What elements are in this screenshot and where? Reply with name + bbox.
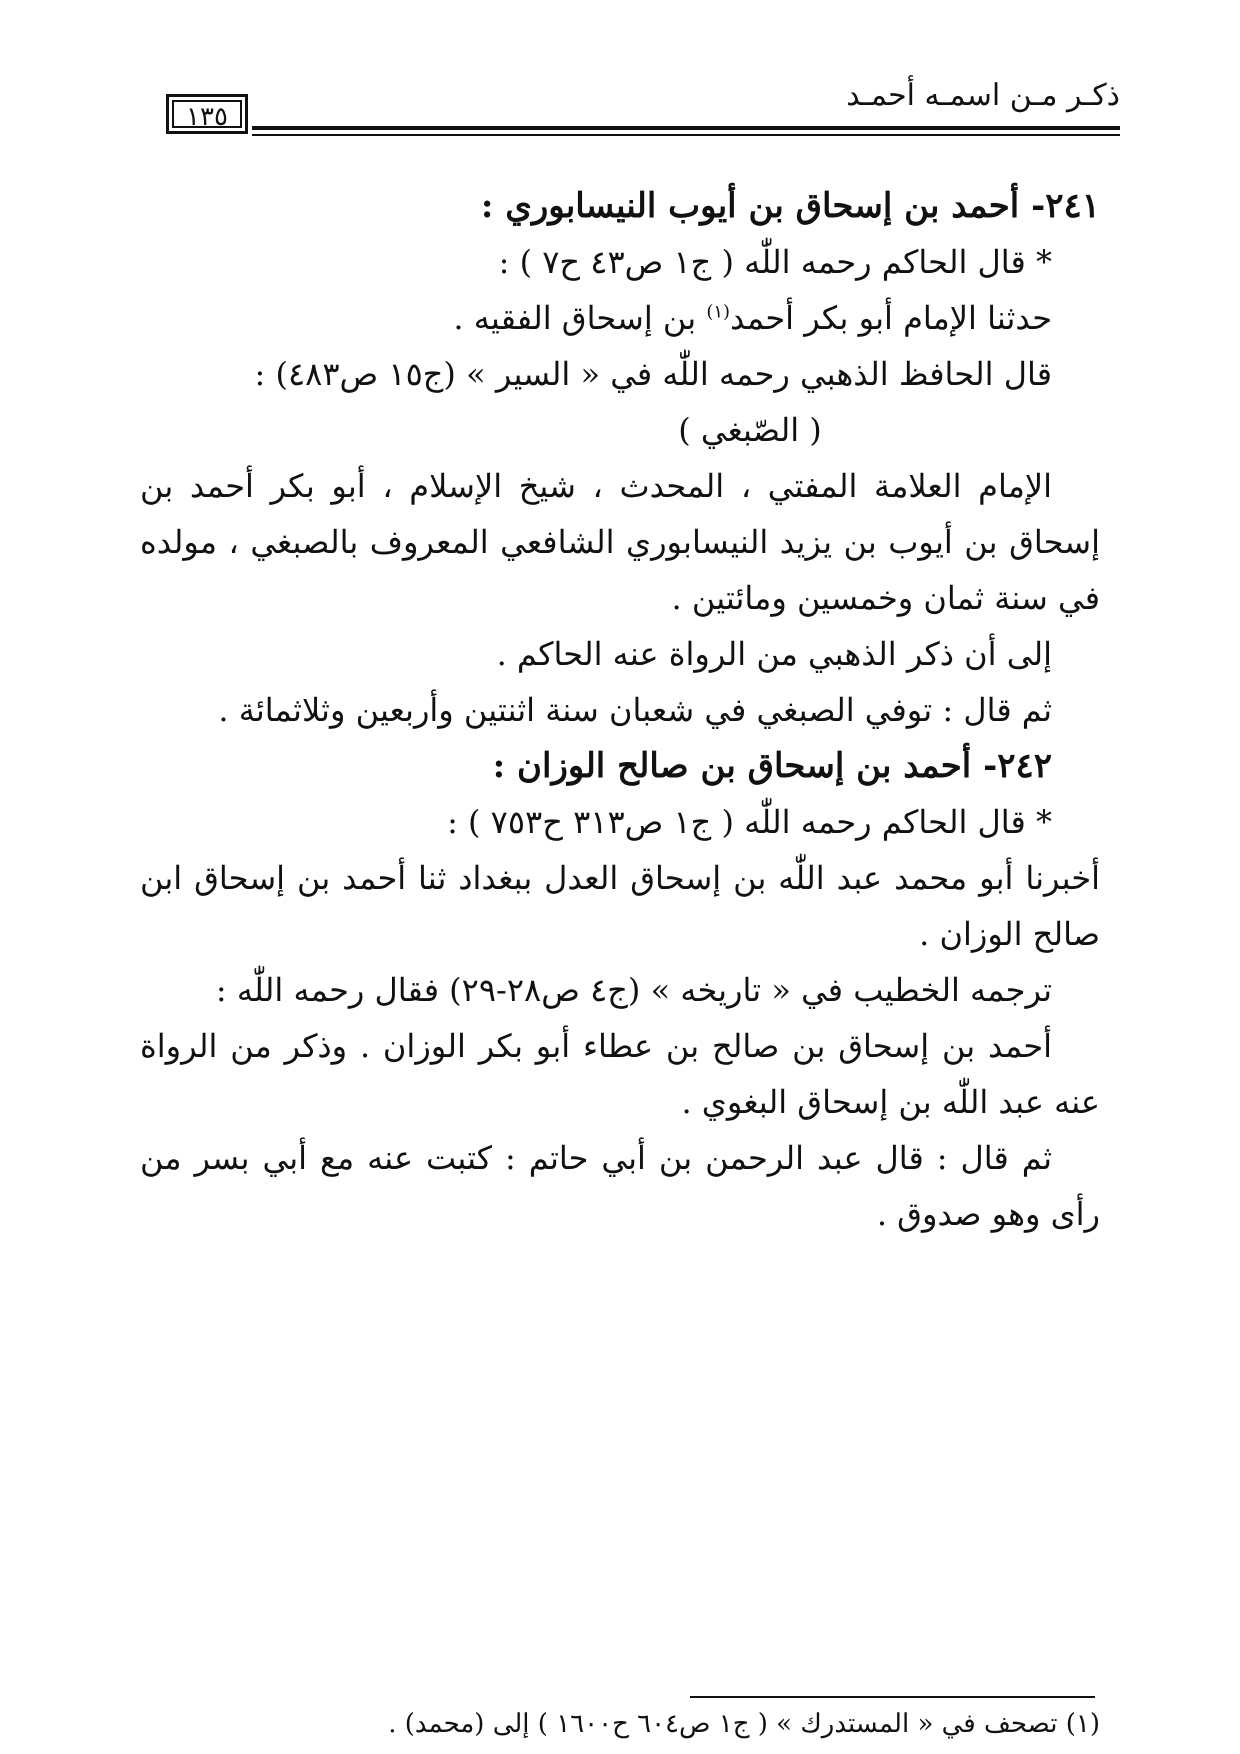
- entry-241-subtitle: ( الصّبغي ): [678, 411, 822, 449]
- entry-241-narrators: إلى أن ذكر الذهبي من الرواة عنه الحاكم .: [496, 635, 1052, 673]
- main-text: [140, 178, 1100, 1242]
- entry-241-chain-text-end: بن إسحاق الفقيه .: [453, 299, 707, 337]
- running-title: ذكـر مـن اسمـه أحمـد: [846, 78, 1120, 113]
- header-rule-thin: [252, 134, 1120, 136]
- entry-242-assessment: ثم قال : قال عبد الرحمن بن أبي حاتم : كتبت عنه مع أبي بسر من رأى وهو صدوق .: [140, 1139, 1100, 1233]
- footnote-marker: (١): [706, 301, 731, 323]
- entry-241-chain: [140, 290, 1100, 346]
- header-rule-thick: [252, 126, 1120, 130]
- page-number: ١٣٥: [166, 94, 248, 134]
- entry-241-source-hakim: * قال الحاكم رحمه اللّٰه ( ج١ ص٤٣ ح٧ ) :: [498, 243, 1052, 281]
- entry-241-chain-text: حدثنا الإمام أبو بكر أحمد: [730, 299, 1052, 337]
- footnote-1: (١) تصحف في « المستدرك » ( ج١ ص٦٠٤ ح١٦٠٠ ) إلى (محمد) .: [388, 1709, 1100, 1739]
- footnote-separator: [690, 1696, 1095, 1698]
- entry-242-source-khatib: ترجمه الخطيب في « تاريخه » (ج٤ ص٢٨-٢٩) فقال رحمه اللّٰه :: [215, 971, 1052, 1009]
- entry-241-death: ثم قال : توفي الصبغي في شعبان سنة اثنتين وأربعين وثلاثمائة .: [218, 691, 1052, 729]
- entry-242-biography: أحمد بن إسحاق بن صالح بن عطاء أبو بكر الوزان . وذكر من الرواة عنه عبد اللّٰه بن إسحاق البغوي .: [140, 1027, 1100, 1121]
- entry-241-source-dhahabi: قال الحافظ الذهبي رحمه اللّٰه في « السير » (ج١٥ ص٤٨٣) :: [254, 355, 1052, 393]
- page-header: [160, 70, 1120, 150]
- entry-242-source-hakim: * قال الحاكم رحمه اللّٰه ( ج١ ص٣١٣ ح٧٥٣ ) :: [447, 803, 1052, 841]
- entry-242-chain: أخبرنا أبو محمد عبد اللّٰه بن إسحاق العدل ببغداد ثنا أحمد بن إسحاق ابن صالح الوزان .: [140, 859, 1101, 953]
- entry-241-biography: الإمام العلامة المفتي ، المحدث ، شيخ الإسلام ، أبو بكر أحمد بن إسحاق بن أيوب بن يزيد النيسابوري الشافعي المعروف بالصبغي ، مولده في سنة ثمان وخمسين ومائتين .: [140, 467, 1100, 617]
- entry-242-heading: ٢٤٢- أحمد بن إسحاق بن صالح الوزان :: [492, 746, 1052, 786]
- entry-241-heading: ٢٤١- أحمد بن إسحاق بن أيوب النيسابوري :: [480, 186, 1100, 226]
